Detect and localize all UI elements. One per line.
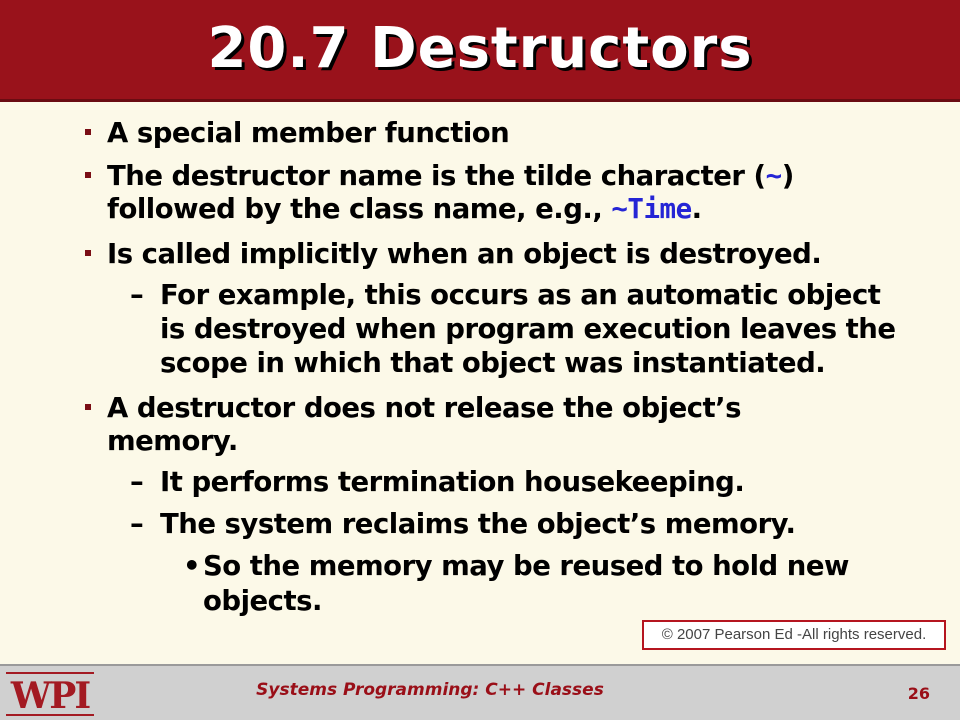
subsub-line-1: So the memory may be reused to hold new: [203, 550, 849, 582]
time-destructor-code: ~Time: [611, 193, 692, 225]
bullet-4-line-1: A destructor does not release the object’s: [107, 392, 741, 424]
slide-title: 20.7 Destructors: [207, 16, 753, 81]
dash-bullet-icon: –: [130, 279, 144, 311]
bullet-2-line-1-post: ): [781, 160, 794, 192]
square-bullet-icon: [85, 404, 91, 410]
subsub-line-2: objects.: [203, 585, 322, 617]
sub-bullet-line-1: For example, this occurs as an automatic object: [160, 279, 881, 311]
course-title: Systems Programming: C++ Classes: [256, 680, 604, 700]
bullet-2-line-1-pre: The destructor name is the tilde character (: [107, 160, 766, 192]
dash-bullet-icon: –: [130, 508, 144, 540]
footer-bar: [0, 664, 960, 720]
dash-bullet-icon: –: [130, 466, 144, 498]
dot-bullet-icon: •: [183, 550, 201, 582]
square-bullet-icon: [85, 129, 91, 135]
copyright-notice: © 2007 Pearson Ed -All rights reserved.: [642, 620, 946, 650]
bullet-4-line-2: memory.: [107, 425, 238, 457]
square-bullet-icon: [85, 172, 91, 178]
wpi-logo: WPI: [6, 672, 94, 716]
tilde-code: ~: [765, 160, 782, 192]
sub-bullet-housekeeping: It performs termination housekeeping.: [160, 466, 745, 498]
sub-bullet-line-2: is destroyed when program execution leaves the: [160, 313, 896, 345]
bullet-3-text: Is called implicitly when an object is destroyed.: [107, 238, 822, 270]
bullet-2-line-1: [107, 160, 794, 192]
bullet-1-text: A special member function: [107, 117, 510, 149]
bullet-2-line-2: [107, 193, 702, 225]
sub-bullet-line-3: scope in which that object was instantiated.: [160, 347, 826, 379]
page-number: 26: [907, 684, 930, 703]
bullet-2-line-2-post: .: [691, 193, 702, 225]
square-bullet-icon: [85, 250, 91, 256]
sub-bullet-reclaims: The system reclaims the object’s memory.: [160, 508, 796, 540]
bullet-2-line-2-pre: followed by the class name, e.g.,: [107, 193, 612, 225]
